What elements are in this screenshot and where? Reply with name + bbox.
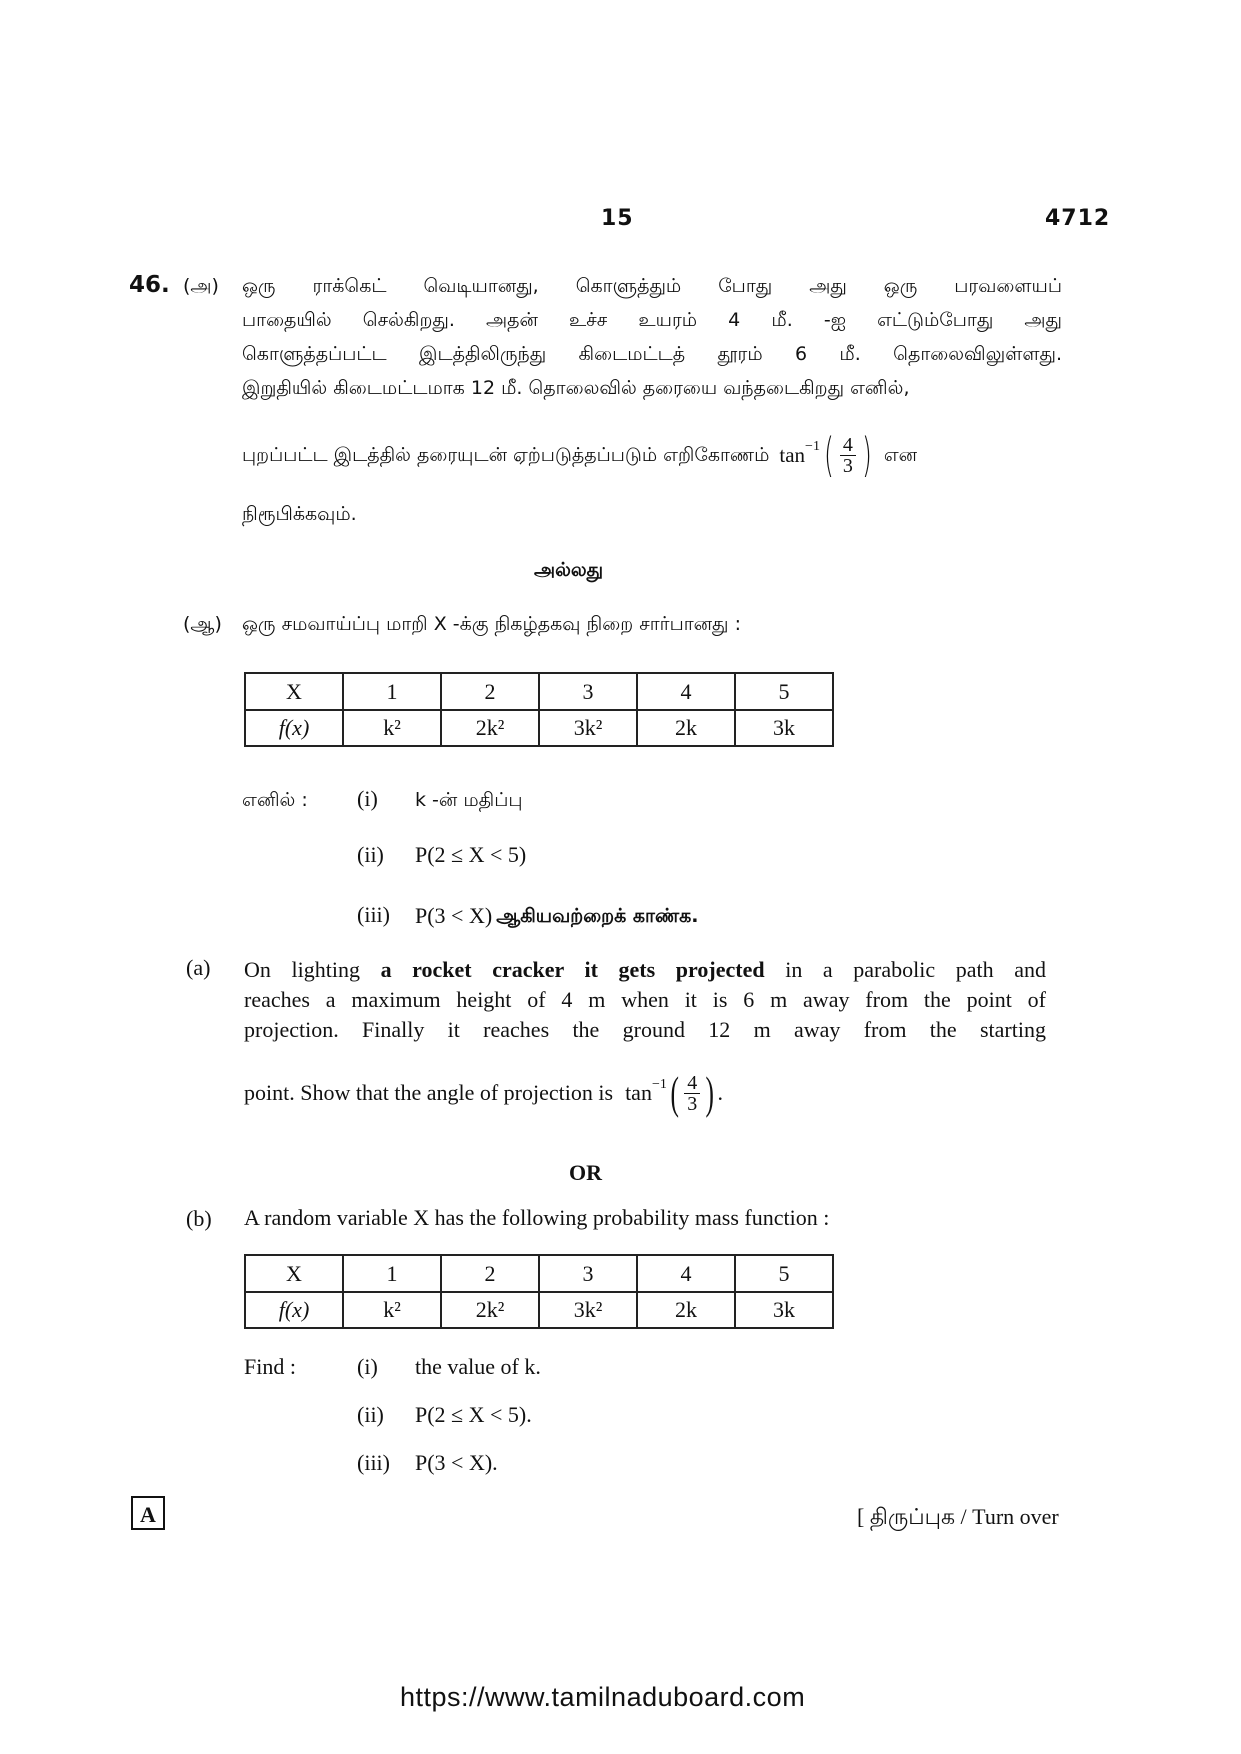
table-cell: 2 bbox=[441, 673, 539, 710]
tamil-a-line6: நிரூபிக்கவும். bbox=[242, 503, 357, 525]
table-cell: 3k² bbox=[539, 710, 637, 746]
left-paren: ( bbox=[823, 428, 834, 482]
english-a-line1-part: in a parabolic path and bbox=[764, 957, 1046, 982]
table-cell: X bbox=[245, 1255, 343, 1292]
table-cell: 4 bbox=[637, 1255, 735, 1292]
table-cell: 4 bbox=[637, 673, 735, 710]
tamil-item-text: P(2 ≤ X < 5) bbox=[415, 842, 527, 867]
tamil-or: அல்லது bbox=[534, 559, 604, 581]
table-cell: 2k² bbox=[441, 1292, 539, 1328]
table-cell: 2k² bbox=[441, 710, 539, 746]
english-item-text: P(3 < X). bbox=[415, 1450, 498, 1475]
english-a-label: (a) bbox=[186, 955, 211, 980]
tamil-a-label: (அ) bbox=[183, 275, 219, 297]
tan-text: tan bbox=[625, 1080, 652, 1105]
inverse-superscript: −1 bbox=[651, 1077, 667, 1092]
table-cell: X bbox=[245, 673, 343, 710]
english-a-line3: projection. Finally it reaches the ground 12 m away from the starting bbox=[244, 1017, 1046, 1042]
table-row bbox=[245, 1292, 833, 1328]
right-paren: ) bbox=[705, 1067, 715, 1118]
tamil-item-num: (i) bbox=[357, 786, 378, 811]
table-cell: 2 bbox=[441, 1255, 539, 1292]
fraction-denominator: 3 bbox=[842, 454, 853, 477]
tamil-b-text: ஒரு சமவாய்ப்பு மாறி X -க்கு நிகழ்தகவு நிறை சார்பானது : bbox=[242, 613, 741, 635]
table-row bbox=[245, 710, 833, 746]
fraction bbox=[840, 435, 856, 476]
table-row bbox=[245, 1255, 833, 1292]
tan-text: tan bbox=[779, 443, 806, 467]
english-a-line4 bbox=[244, 1067, 724, 1118]
tamil-item-text: k -ன் மதிப்பு bbox=[415, 789, 523, 811]
tamil-find-label: எனில் : bbox=[242, 789, 308, 811]
page-number: 15 bbox=[601, 206, 634, 231]
english-b-label: (b) bbox=[186, 1206, 212, 1231]
tamil-a-line5 bbox=[242, 428, 1062, 482]
english-a-line4-post: . bbox=[717, 1080, 724, 1105]
pmf-table-english bbox=[244, 1254, 834, 1329]
fraction bbox=[684, 1073, 700, 1114]
table-cell: 3k bbox=[735, 1292, 833, 1328]
tamil-item-num: (iii) bbox=[357, 902, 390, 927]
tamil-a-line3: கொளுத்தப்பட்ட இடத்திலிருந்து கிடைமட்டத் தூரம் 6 மீ. தொலைவிலுள்ளது. bbox=[242, 343, 1062, 365]
table-cell: 1 bbox=[343, 673, 441, 710]
fraction-numerator: 4 bbox=[684, 1073, 700, 1094]
fraction-4-3 bbox=[820, 428, 876, 482]
table-cell: f(x) bbox=[245, 710, 343, 746]
tamil-item-text: P(3 < X) bbox=[415, 903, 493, 928]
table-cell: k² bbox=[343, 1292, 441, 1328]
question-number: 46. bbox=[129, 272, 170, 298]
tamil-item-3 bbox=[415, 898, 699, 934]
source-url[interactable]: https://www.tamilnaduboard.com bbox=[400, 1682, 806, 1712]
turn-over: [ திருப்புக / Turn over bbox=[857, 1504, 1059, 1529]
table-cell: 2k bbox=[637, 710, 735, 746]
english-item-num: (iii) bbox=[357, 1450, 390, 1475]
english-or: OR bbox=[569, 1160, 602, 1185]
tamil-item-suffix: ஆகியவற்றைக் காண்க. bbox=[496, 905, 699, 927]
english-a-line4-pre: point. Show that the angle of projection is bbox=[244, 1080, 614, 1105]
tamil-a-line2: பாதையில் செல்கிறது. அதன் உச்ச உயரம் 4 மீ. -ஐ எட்டும்போது அது bbox=[242, 309, 1062, 331]
series-box: A bbox=[131, 1496, 165, 1530]
fraction-denominator: 3 bbox=[687, 1092, 698, 1115]
pmf-table-tamil bbox=[244, 672, 834, 747]
inverse-superscript: −1 bbox=[805, 439, 820, 454]
table-cell: f(x) bbox=[245, 1292, 343, 1328]
english-a-line2: reaches a maximum height of 4 m when it is 6 m away from the point of bbox=[244, 987, 1046, 1012]
fraction-4-3 bbox=[667, 1067, 718, 1118]
left-paren: ( bbox=[670, 1067, 679, 1118]
table-cell: k² bbox=[343, 710, 441, 746]
table-cell: 3k bbox=[735, 710, 833, 746]
table-cell: 3 bbox=[539, 673, 637, 710]
english-item-text: the value of k. bbox=[415, 1354, 541, 1379]
english-item-num: (ii) bbox=[357, 1402, 384, 1427]
right-paren: ) bbox=[861, 428, 872, 482]
table-cell: 5 bbox=[735, 673, 833, 710]
english-a-line1-bold: a rocket cracker it gets projected bbox=[380, 957, 765, 982]
tamil-a-line4: இறுதியில் கிடைமட்டமாக 12 மீ. தொலைவில் தரையை வந்தடைகிறது எனில், bbox=[242, 377, 910, 399]
english-item-text: P(2 ≤ X < 5). bbox=[415, 1402, 532, 1427]
english-find-label: Find : bbox=[244, 1354, 296, 1379]
table-cell: 3k² bbox=[539, 1292, 637, 1328]
table-cell: 2k bbox=[637, 1292, 735, 1328]
table-cell: 5 bbox=[735, 1255, 833, 1292]
english-b-text: A random variable X has the following probability mass function : bbox=[244, 1205, 830, 1230]
tamil-a-line1: ஒரு ராக்கெட் வெடியானது, கொளுத்தும் போது அது ஒரு பரவளையப் bbox=[242, 275, 1062, 297]
english-a-line1-part: On lighting bbox=[244, 957, 381, 982]
table-row bbox=[245, 673, 833, 710]
tamil-b-label: (ஆ) bbox=[183, 613, 222, 635]
tamil-a-line5-post: என bbox=[883, 444, 918, 466]
tamil-item-num: (ii) bbox=[357, 842, 384, 867]
table-cell: 1 bbox=[343, 1255, 441, 1292]
english-item-num: (i) bbox=[357, 1354, 378, 1379]
paper-code: 4712 bbox=[1045, 206, 1111, 231]
tamil-a-line5-pre: புறப்பட்ட இடத்தில் தரையுடன் ஏற்படுத்தப்படும் எறிகோணம் bbox=[242, 444, 770, 466]
fraction-numerator: 4 bbox=[840, 435, 856, 456]
english-a-line1 bbox=[244, 955, 1046, 985]
table-cell: 3 bbox=[539, 1255, 637, 1292]
